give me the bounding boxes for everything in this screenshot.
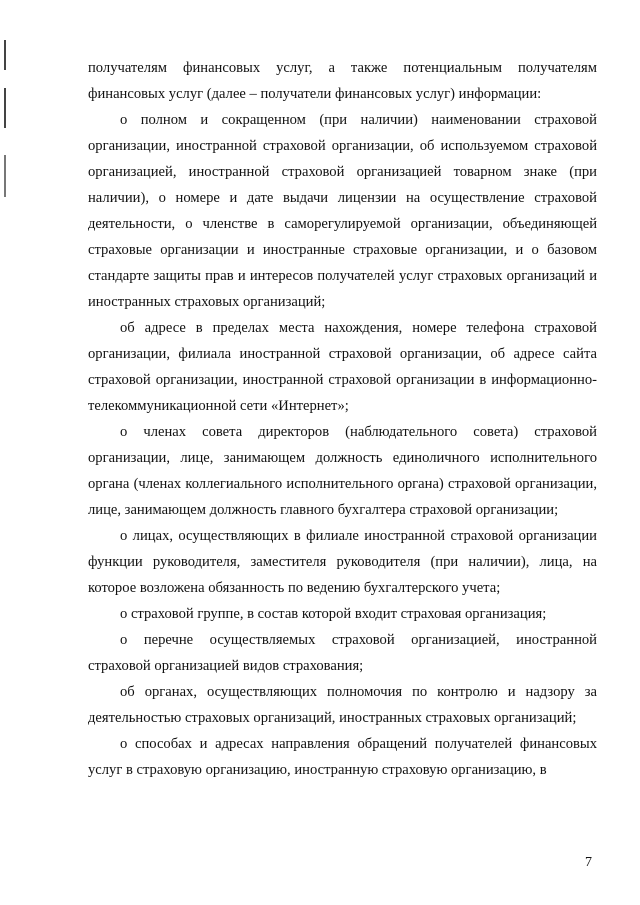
- paragraph-supervisory-bodies: об органах, осуществляющих полномочия по контролю и надзору за деятельностью страховых организаций, иностранных страховых организаций;: [88, 684, 597, 726]
- paragraph-continuation: получателям финансовых услуг, а также потенциальным получателям финансовых услуг (далее – получатели финансовых услуг) информации:: [88, 60, 597, 102]
- margin-mark: [4, 40, 6, 70]
- paragraph-branch-persons: о лицах, осуществляющих в филиале иностранной страховой организации функции руководителя, заместителя руководителя (при наличии), лица, на которое возложена обязанность по ведению бухгалтерского учета;: [88, 528, 597, 596]
- page-number: 7: [585, 855, 592, 870]
- paragraph-insurance-types: о перечне осуществляемых страховой организацией, иностранной страховой организацией видов страхования;: [88, 632, 597, 674]
- paragraph-name-info: о полном и сокращенном (при наличии) наименовании страховой организации, иностранной страховой организации, об используемом страховой организацией, иностранной страховой организацией товарном знаке (при наличии), о номере и дате выдачи лицензии на осуществление страховой деятельности, о членстве в саморегулируемой организации, объединяющей страховые организации и иностранные страховые организации, и о базовом стандарте защиты прав и интересов получателей услуг страховых организаций и иностранных страховых организаций;: [88, 112, 597, 310]
- paragraph-board-info: о членах совета директоров (наблюдательного совета) страховой организации, лице, занимающем должность единоличного исполнительного органа (членах коллегиального исполнительного органа) страховой организации, лице, занимающем должность главного бухгалтера страховой организации;: [88, 424, 597, 518]
- margin-mark: [4, 155, 6, 197]
- body-text: [88, 55, 597, 783]
- paragraph-complaint-methods: о способах и адресах направления обращений получателей финансовых услуг в страховую организацию, иностранную страховую организацию, в: [88, 736, 597, 778]
- margin-mark: [4, 88, 6, 128]
- paragraph-insurance-group: о страховой группе, в состав которой входит страховая организация;: [120, 606, 547, 622]
- paragraph-address-info: об адресе в пределах места нахождения, номере телефона страховой организации, филиала иностранной страховой организации, об адресе сайта страховой организации, иностранной страховой организации в информационно-телекоммуникационной сети «Интернет»;: [88, 320, 597, 414]
